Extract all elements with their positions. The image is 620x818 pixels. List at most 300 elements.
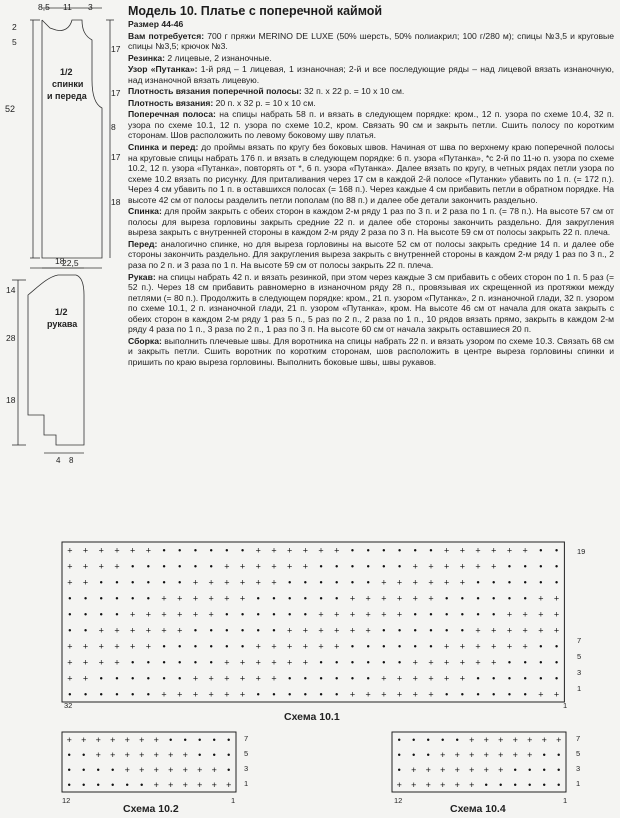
purl-symbol: • — [492, 593, 496, 604]
knit-symbol: + — [139, 764, 145, 775]
purl-symbol: • — [507, 657, 512, 668]
purl-symbol: • — [397, 657, 402, 668]
purl-symbol: • — [67, 749, 71, 760]
purl-symbol: • — [303, 609, 307, 620]
knit-symbol: + — [255, 641, 261, 652]
purl-symbol: • — [227, 734, 231, 745]
knit-symbol: + — [82, 673, 89, 684]
purl-symbol: • — [397, 561, 402, 572]
purl-symbol: • — [99, 609, 103, 620]
purl-symbol: • — [523, 561, 527, 572]
purl-symbol: • — [68, 593, 72, 604]
purl-symbol: • — [507, 577, 512, 588]
purl-symbol: • — [67, 779, 71, 790]
instruction-paragraph — [128, 109, 614, 141]
instruction-paragraph — [128, 53, 614, 64]
knit-symbol: + — [124, 764, 130, 775]
knit-symbol: + — [110, 734, 116, 745]
knit-symbol: + — [538, 609, 544, 620]
knit-symbol: + — [271, 641, 277, 652]
knit-symbol: + — [491, 625, 497, 636]
knit-symbol: + — [192, 593, 199, 604]
schema-10-4-right-num: 1 — [563, 796, 568, 805]
instruction-paragraph — [128, 142, 614, 205]
body-right-dim-3: 8 — [111, 122, 116, 132]
knit-symbol: + — [211, 764, 217, 775]
paragraph-label: Плотность вязания: — [128, 97, 214, 108]
knit-symbol: + — [553, 609, 560, 620]
purl-symbol: • — [178, 577, 182, 588]
purl-symbol: • — [209, 561, 213, 572]
instruction-paragraph — [128, 31, 614, 52]
knit-symbol: + — [538, 625, 544, 636]
knit-symbol: + — [396, 593, 403, 604]
sleeve-left-dim-3: 18 — [6, 395, 16, 405]
purl-symbol: • — [350, 545, 355, 556]
purl-symbol: • — [209, 641, 213, 652]
knit-symbol: + — [224, 689, 230, 700]
purl-symbol: • — [539, 673, 543, 684]
purl-symbol: • — [288, 593, 292, 604]
purl-symbol: • — [198, 734, 202, 745]
knit-symbol: + — [224, 657, 230, 668]
knit-symbol: + — [211, 779, 217, 790]
purl-symbol: • — [99, 673, 103, 684]
purl-symbol: • — [539, 657, 543, 668]
purl-symbol: • — [131, 577, 135, 588]
knit-symbol: + — [161, 593, 167, 604]
knit-symbol: + — [255, 545, 261, 556]
knit-symbol: + — [483, 749, 489, 760]
purl-symbol: • — [460, 593, 464, 604]
knit-symbol: + — [365, 689, 371, 700]
purl-symbol: • — [131, 561, 135, 572]
knit-symbol: + — [512, 749, 518, 760]
purl-symbol: • — [528, 764, 532, 775]
schema-10-1 — [56, 538, 596, 728]
purl-symbol: • — [288, 673, 292, 684]
purl-symbol: • — [507, 673, 512, 684]
paragraph-text: 20 п. х 32 р. = 10 х 10 см. — [213, 97, 316, 108]
purl-symbol: • — [445, 593, 449, 604]
knit-symbol: + — [208, 593, 214, 604]
purl-symbol: • — [178, 641, 182, 652]
knit-symbol: + — [381, 609, 387, 620]
knit-symbol: + — [114, 641, 120, 652]
model-title: Модель 10. Платье с поперечной каймой — [128, 4, 383, 18]
purl-symbol: • — [413, 641, 417, 652]
paragraph-text: на спицы набрать 58 п. и вязать в следующем порядке: кром., 12 п. узора по схеме 10.4, 32 п. узора по схеме 10.1, 12 п. узора по схеме 10.2, кром. Связать 90 см и закрыть петли. Сшить полосу по коротким сторонам. Шов расположить по левому боковому шву платья. — [128, 109, 614, 141]
knit-symbol: + — [365, 609, 371, 620]
knit-symbol: + — [208, 673, 214, 684]
purl-symbol: • — [528, 779, 532, 790]
paragraph-label: Резинка: — [128, 52, 165, 63]
purl-symbol: • — [382, 657, 386, 668]
knit-symbol: + — [522, 545, 528, 556]
paragraph-text: 700 г пряжи MERINO DE LUXE (50% шерсть, 50% полиакрил; 100 г/280 м); спицы №3,5 и круговые спицы №3,5; крючок №3. — [128, 30, 615, 52]
knit-symbol: + — [527, 749, 533, 760]
purl-symbol: • — [162, 561, 166, 572]
purl-symbol: • — [460, 689, 464, 700]
purl-symbol: • — [445, 689, 449, 700]
schema-10-2 — [56, 728, 256, 818]
purl-symbol: • — [131, 593, 135, 604]
knit-symbol: + — [66, 734, 72, 745]
knit-symbol: + — [522, 609, 528, 620]
knit-symbol: + — [334, 625, 340, 636]
purl-symbol: • — [476, 593, 480, 604]
knit-symbol: + — [124, 734, 130, 745]
knit-symbol: + — [498, 749, 504, 760]
knit-symbol: + — [130, 545, 136, 556]
knit-symbol: + — [192, 673, 199, 684]
schema-10-4-label: Схема 10.4 — [450, 803, 506, 815]
purl-symbol: • — [542, 764, 546, 775]
knit-symbol: + — [459, 561, 465, 572]
purl-symbol: • — [429, 545, 433, 556]
knit-symbol: + — [412, 593, 418, 604]
purl-symbol: • — [256, 609, 260, 620]
purl-symbol: • — [111, 779, 115, 790]
knit-symbol: + — [469, 734, 475, 745]
schema-10-4-row-label-1: 1 — [576, 779, 581, 788]
knit-symbol: + — [182, 779, 188, 790]
purl-symbol: • — [445, 609, 449, 620]
purl-symbol: • — [426, 734, 430, 745]
knit-symbol: + — [271, 657, 277, 668]
body-pattern-diagram — [0, 0, 128, 270]
purl-symbol: • — [557, 779, 561, 790]
instruction-paragraph — [128, 64, 614, 85]
knit-symbol: + — [454, 779, 460, 790]
knit-symbol: + — [349, 593, 356, 604]
purl-symbol: • — [288, 577, 292, 588]
knit-symbol: + — [396, 609, 403, 620]
body-bottom-dim: 22,5 — [62, 258, 79, 268]
purl-symbol: • — [557, 764, 561, 775]
knit-symbol: + — [538, 689, 544, 700]
instruction-paragraphs — [128, 31, 614, 368]
schema-10-1-left-num: 32 — [64, 701, 73, 710]
knit-symbol: + — [67, 577, 73, 588]
knit-symbol: + — [67, 673, 73, 684]
body-top-dim-3: 3 — [88, 2, 93, 12]
purl-symbol: • — [256, 593, 260, 604]
purl-symbol: • — [162, 657, 166, 668]
knit-symbol: + — [444, 561, 450, 572]
knit-symbol: + — [114, 545, 120, 556]
purl-symbol: • — [303, 689, 307, 700]
body-center-label-2: спинки — [52, 79, 84, 89]
knit-symbol: + — [428, 657, 434, 668]
knit-symbol: + — [412, 577, 418, 588]
schema-10-1-right-num: 1 — [563, 701, 568, 710]
knit-symbol: + — [459, 577, 465, 588]
body-pattern-outline — [42, 20, 102, 258]
purl-symbol: • — [366, 657, 370, 668]
knit-symbol: + — [475, 657, 481, 668]
paragraph-label: Рукав: — [128, 271, 156, 282]
purl-symbol: • — [445, 625, 449, 636]
purl-symbol: • — [288, 609, 292, 620]
purl-symbol: • — [523, 689, 527, 700]
purl-symbol: • — [382, 545, 386, 556]
knit-symbol: + — [444, 673, 450, 684]
purl-symbol: • — [272, 609, 276, 620]
knit-symbol: + — [440, 764, 446, 775]
purl-symbol: • — [554, 657, 559, 668]
schema-10-4 — [386, 728, 596, 818]
grid-frame — [62, 542, 564, 702]
purl-symbol: • — [335, 577, 339, 588]
knit-symbol: + — [67, 545, 73, 556]
purl-symbol: • — [256, 689, 260, 700]
instruction-paragraph — [128, 239, 614, 271]
schema-10-1-row-label-19: 19 — [577, 547, 586, 556]
knit-symbol: + — [153, 734, 159, 745]
knit-symbol: + — [475, 561, 481, 572]
purl-symbol: • — [83, 625, 88, 636]
purl-symbol: • — [350, 673, 355, 684]
body-right-dim-1: 17 — [111, 44, 121, 54]
schema-10-2-left-num: 12 — [62, 796, 71, 805]
knit-symbol: + — [428, 689, 434, 700]
purl-symbol: • — [140, 779, 144, 790]
knit-symbol: + — [168, 764, 174, 775]
sleeve-top-dim: 18 — [55, 256, 65, 266]
purl-symbol: • — [272, 625, 276, 636]
schema-10-4-row-label-3: 3 — [576, 764, 581, 773]
knit-symbol: + — [440, 749, 446, 760]
knit-symbol: + — [161, 609, 167, 620]
purl-symbol: • — [96, 764, 100, 775]
knit-symbol: + — [475, 625, 481, 636]
purl-symbol: • — [227, 764, 231, 775]
purl-symbol: • — [542, 779, 546, 790]
knit-symbol: + — [177, 593, 183, 604]
paragraph-label: Перед: — [128, 238, 158, 249]
knit-symbol: + — [538, 593, 544, 604]
knit-symbol: + — [239, 561, 246, 572]
purl-symbol: • — [366, 545, 370, 556]
knit-symbol: + — [469, 749, 475, 760]
grid-frame — [62, 732, 236, 792]
knit-symbol: + — [381, 673, 387, 684]
purl-symbol: • — [82, 779, 86, 790]
knit-symbol: + — [224, 593, 230, 604]
purl-symbol: • — [240, 625, 245, 636]
knit-symbol: + — [318, 625, 324, 636]
schema-10-2-grid — [62, 732, 236, 792]
size-label: Размер 44-46 — [128, 19, 184, 29]
knit-symbol: + — [411, 779, 417, 790]
purl-symbol: • — [476, 689, 480, 700]
knit-symbol: + — [145, 641, 151, 652]
knit-symbol: + — [98, 657, 104, 668]
instructions-text — [128, 4, 614, 369]
knit-symbol: + — [177, 689, 183, 700]
knit-symbol: + — [349, 609, 356, 620]
instruction-paragraph — [128, 86, 614, 97]
purl-symbol: • — [350, 561, 355, 572]
knit-symbol: + — [412, 689, 418, 700]
purl-symbol: • — [212, 749, 216, 760]
paragraph-label: Узор «Путанка»: — [128, 64, 198, 75]
knit-symbol: + — [224, 561, 230, 572]
body-left-dim-1: 2 — [12, 22, 17, 32]
knit-symbol: + — [81, 734, 87, 745]
schema-10-2-row-label-5: 5 — [244, 749, 249, 758]
knit-symbol: + — [130, 625, 136, 636]
knit-symbol: + — [82, 577, 89, 588]
body-right-dim-4: 17 — [111, 152, 121, 162]
paragraph-label: Вам потребуется: — [128, 30, 205, 41]
knit-symbol: + — [114, 625, 120, 636]
knit-symbol: + — [208, 577, 214, 588]
purl-symbol: • — [455, 734, 459, 745]
purl-symbol: • — [319, 673, 323, 684]
knit-symbol: + — [412, 673, 418, 684]
instruction-paragraph — [128, 98, 614, 109]
knit-symbol: + — [98, 561, 104, 572]
purl-symbol: • — [539, 577, 543, 588]
knit-symbol: + — [475, 641, 481, 652]
purl-symbol: • — [183, 734, 187, 745]
purl-symbol: • — [413, 625, 417, 636]
purl-symbol: • — [366, 673, 370, 684]
schema-10-1-row-label-1: 1 — [577, 684, 582, 693]
purl-symbol: • — [492, 689, 496, 700]
purl-symbol: • — [507, 593, 512, 604]
body-right-dim-5: 18 — [111, 197, 121, 207]
knit-symbol: + — [498, 734, 504, 745]
purl-symbol: • — [303, 593, 307, 604]
knit-symbol: + — [318, 609, 324, 620]
knit-symbol: + — [153, 764, 159, 775]
purl-symbol: • — [193, 545, 198, 556]
knit-symbol: + — [239, 689, 246, 700]
purl-symbol: • — [67, 764, 71, 775]
knit-symbol: + — [82, 641, 89, 652]
knit-symbol: + — [459, 545, 465, 556]
paragraph-text: на спицы набрать 42 п. и вязать резинкой, при этом через каждые 3 см прибавить с обеих сторон по 1 п. 5 раз (= 52 п.). Через 18 см прибавить равномерно в изнаночном ряду 28 п., провязывая их скрещенной из протяжки между петлями (= 80 п.). Продолжить в следующем порядке: кром., 21 п. узором «Путанка», 2 п. изнаночной глади, 32 п. узором по схеме 10.1, 2 п. изнаночной глади, 21 п. узором «Путанка», кром. На высоте 46 см от начала для оката закрыть с обеих сторон в каждом 2-м ряду 1 раз 5 п., 5 раз по 2 п., 2 раза по 1 п., 10 рядов вязать прямо, закрыть в каждом 2-м ряду 4 раза по 1 п., 3 раза по 2 п., 1 раз по 3 п. На высоте 60 см от начала закрыть оставшиеся 20 п. — [128, 271, 614, 335]
knit-symbol: + — [271, 545, 277, 556]
knit-symbol: + — [334, 641, 340, 652]
purl-symbol: • — [131, 657, 135, 668]
purl-symbol: • — [178, 673, 182, 684]
knit-symbol: + — [411, 764, 417, 775]
purl-symbol: • — [225, 609, 229, 620]
purl-symbol: • — [272, 593, 276, 604]
purl-symbol: • — [303, 577, 307, 588]
knit-symbol: + — [287, 545, 293, 556]
purl-symbol: • — [397, 641, 402, 652]
purl-symbol: • — [397, 749, 401, 760]
knit-symbol: + — [444, 641, 450, 652]
purl-symbol: • — [412, 734, 416, 745]
purl-symbol: • — [83, 609, 88, 620]
knit-symbol: + — [512, 734, 518, 745]
knit-symbol: + — [302, 657, 308, 668]
purl-symbol: • — [146, 689, 150, 700]
knit-symbol: + — [425, 764, 431, 775]
purl-symbol: • — [178, 545, 182, 556]
purl-symbol: • — [542, 749, 546, 760]
purl-symbol: • — [429, 625, 433, 636]
purl-symbol: • — [513, 764, 517, 775]
knit-symbol: + — [444, 545, 450, 556]
knit-symbol: + — [428, 561, 434, 572]
purl-symbol: • — [209, 657, 213, 668]
purl-symbol: • — [225, 625, 229, 636]
body-left-dim-3: 52 — [5, 104, 16, 114]
purl-symbol: • — [492, 673, 496, 684]
purl-symbol: • — [335, 673, 339, 684]
purl-symbol: • — [366, 577, 370, 588]
purl-symbol: • — [146, 593, 150, 604]
knit-symbol: + — [98, 625, 104, 636]
body-center-label-1: 1/2 — [60, 67, 73, 77]
knit-symbol: + — [318, 545, 324, 556]
knit-symbol: + — [444, 577, 450, 588]
knit-symbol: + — [491, 641, 497, 652]
sleeve-left-dim-2: 28 — [6, 333, 16, 343]
schema-10-1-row-label-3: 3 — [577, 668, 582, 677]
knit-symbol: + — [67, 561, 73, 572]
purl-symbol: • — [397, 545, 402, 556]
knit-symbol: + — [182, 764, 188, 775]
purl-symbol: • — [240, 545, 245, 556]
purl-symbol: • — [209, 625, 213, 636]
purl-symbol: • — [476, 609, 480, 620]
purl-symbol: • — [227, 749, 231, 760]
knit-symbol: + — [224, 577, 230, 588]
knit-symbol: + — [287, 657, 293, 668]
knit-symbol: + — [459, 641, 465, 652]
purl-symbol: • — [429, 641, 433, 652]
purl-symbol: • — [513, 779, 517, 790]
purl-symbol: • — [492, 577, 496, 588]
knit-symbol: + — [334, 545, 340, 556]
purl-symbol: • — [460, 625, 464, 636]
purl-symbol: • — [413, 545, 417, 556]
purl-symbol: • — [499, 779, 503, 790]
knit-symbol: + — [95, 734, 101, 745]
purl-symbol: • — [83, 689, 88, 700]
paragraph-text: 1-й ряд – 1 лицевая, 1 изнаночная; 2-й и все последующие ряды – над лицевой вязать изнаночную, над изнаночной вязать лицевую. — [128, 64, 614, 85]
purl-symbol: • — [460, 609, 464, 620]
knit-symbol: + — [192, 577, 199, 588]
purl-symbol: • — [131, 689, 135, 700]
purl-symbol: • — [115, 609, 119, 620]
knit-symbol: + — [469, 764, 475, 775]
knit-symbol: + — [506, 625, 513, 636]
knit-symbol: + — [139, 734, 145, 745]
knit-symbol: + — [82, 545, 89, 556]
purl-symbol: • — [523, 657, 527, 668]
knit-symbol: + — [110, 749, 116, 760]
purl-symbol: • — [397, 734, 401, 745]
knit-symbol: + — [177, 609, 183, 620]
purl-symbol: • — [539, 641, 543, 652]
paragraph-label: Поперечная полоса: — [128, 109, 216, 120]
knit-symbol: + — [98, 641, 104, 652]
purl-symbol: • — [178, 657, 182, 668]
schema-10-2-row-label-7: 7 — [244, 734, 249, 743]
knit-symbol: + — [506, 641, 513, 652]
knit-symbol: + — [95, 749, 101, 760]
purl-symbol: • — [539, 545, 543, 556]
